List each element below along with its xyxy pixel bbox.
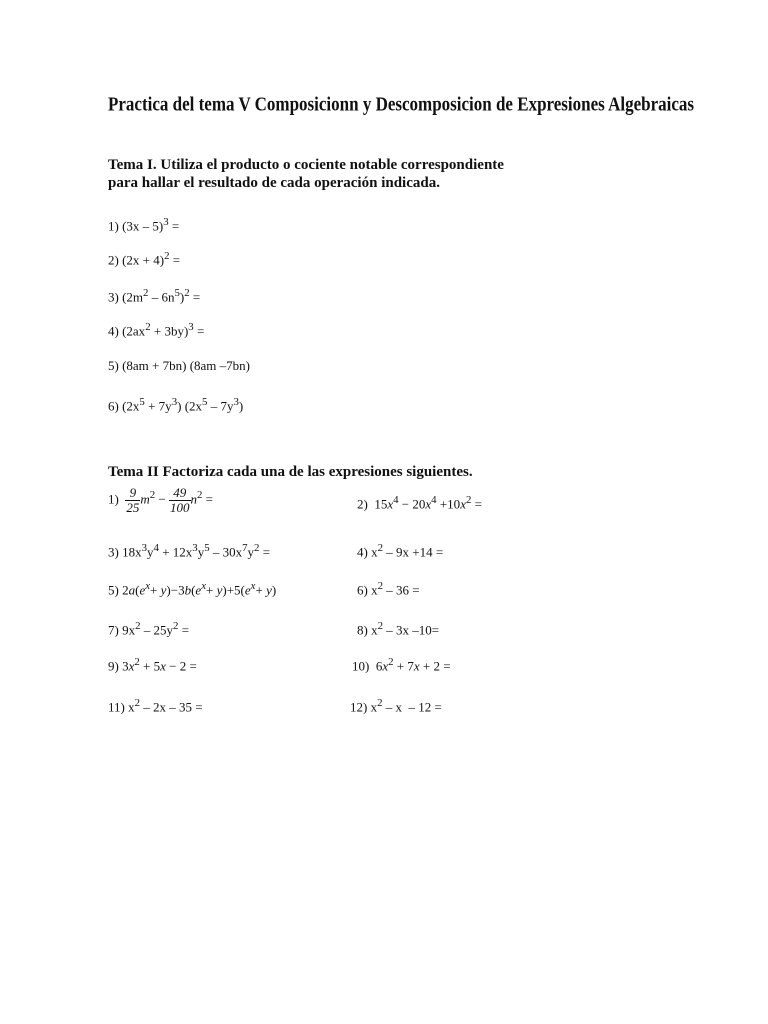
tema2-heading: Tema II Factoriza cada una de las expresiones siguientes. [108, 464, 473, 480]
tema1-exercise-1: 1) (3x – 5)$^3$ = [108, 216, 180, 234]
tema1-exercise-5: 5) (8am + 7bn) (8am –7bn) [108, 358, 250, 373]
tema2-exercise-9: 9) $3x^2 + 5x - 2$ = [108, 656, 197, 674]
tema2-exercise-7: 7) $9x^2 - 25y^2$ = [108, 620, 190, 638]
tema2-exercise-12: 12) $x^2$ – x – 12 = [350, 697, 442, 715]
tema1-exercise-6: 6) $(2x^5 + 7y^3)$ $(2x^5 - 7y^3)$ [108, 396, 244, 414]
fraction: $\frac{9}{25}$ [126, 485, 140, 515]
tema2-exercise-6: 6) $x^2 - 36$ = [357, 580, 420, 598]
page-title: Practica del tema V Composicionn y Descomposicion de Expresiones Algebraicas [108, 93, 695, 115]
tema2-exercise-11: 11) $x^2 - 2x - 35$ = [108, 697, 203, 715]
tema2-exercise-10: 10) $6x^2 + 7x + 2$ = [352, 656, 451, 674]
tema2-exercise-1: 1) $\frac{9}{25}$ $m^2$ − $\frac{49}{100}$ $n^2$ = [108, 485, 214, 515]
tema1-heading [108, 156, 504, 192]
tema1-exercise-4: 4) $(2ax^2 + 3by)^3$ = [108, 321, 205, 339]
fraction: $\frac{49}{100}$ [170, 485, 190, 515]
tema1-heading-line1: Tema I. Utiliza el producto o cociente notable correspondiente [108, 157, 504, 173]
tema2-exercise-2: 2) $15x^4 - 20x^4 +10x^2$ = [357, 494, 482, 512]
tema2-exercise-3: 3) $18x^3y^4 + 12x^3y^5 - 30x^7y^2$ = [108, 542, 271, 560]
tema2-exercise-8: 8) $x^2 - 3x$ –10= [357, 620, 440, 638]
tema1-exercise-3: 3) $(2m^2 - 6n^5)^2$ = [108, 287, 201, 305]
tema2-exercise-5: 5) $2a(e^x+ y)-3b(e^x+ y)+5(e^x+ y)$ [108, 580, 277, 598]
tema1-heading-line2: para hallar el resultado de cada operación indicada. [108, 175, 440, 191]
tema1-exercise-2: 2) $(2x + 4)^2$ = [108, 250, 181, 268]
tema2-exercise-4: 4) $x^2 - 9x +14$ = [357, 542, 444, 560]
